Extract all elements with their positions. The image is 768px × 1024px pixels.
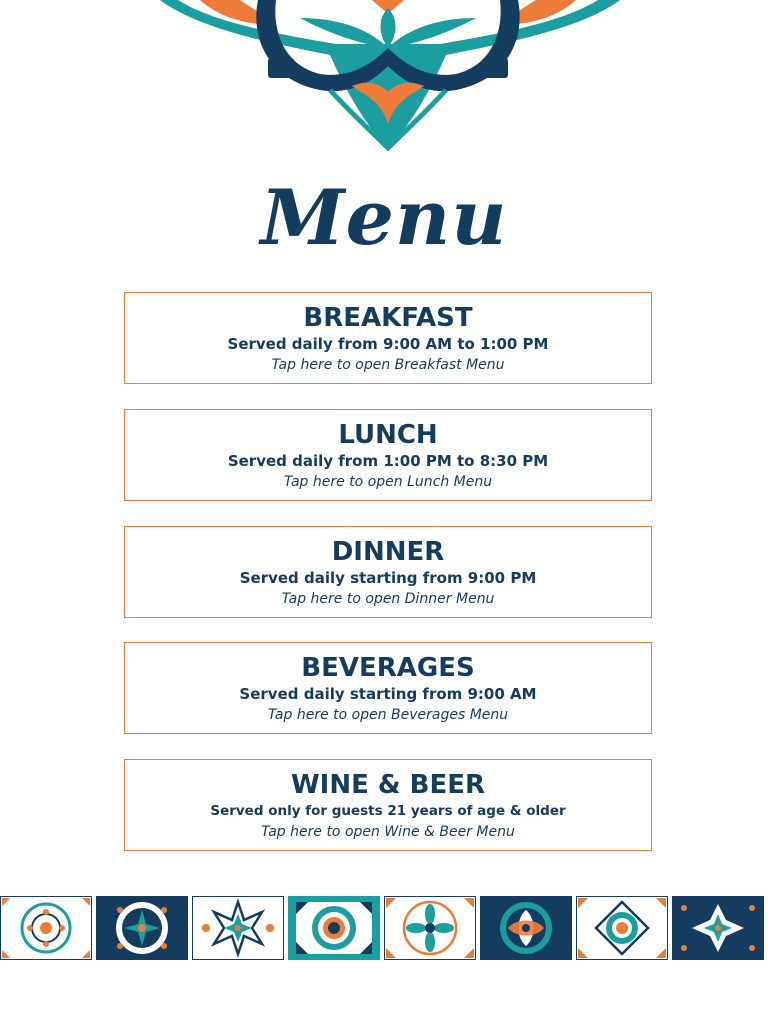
tile-light-star-icon <box>192 896 284 960</box>
card-hours: Served daily from 9:00 AM to 1:00 PM <box>227 335 549 353</box>
card-title: DINNER <box>331 537 445 567</box>
page-title: Menu <box>260 173 508 262</box>
card-open-link[interactable]: Tap here to open Breakfast Menu <box>271 357 505 373</box>
top-ornament-icon <box>0 0 768 160</box>
menu-card-lunch[interactable] <box>124 409 652 501</box>
card-hours: Served daily from 1:00 PM to 8:30 PM <box>227 452 549 470</box>
card-hours: Served daily starting from 9:00 AM <box>239 685 537 703</box>
menu-card-wine-beer[interactable] <box>124 759 652 851</box>
tile-navy-rosette-icon <box>480 896 572 960</box>
menu-card-breakfast[interactable] <box>124 292 652 384</box>
card-open-link[interactable]: Tap here to open Lunch Menu <box>283 474 493 490</box>
card-title: BREAKFAST <box>303 303 473 333</box>
card-hours: Served only for guests 21 years of age & older <box>210 803 566 819</box>
tile-navy-flower-icon <box>672 896 764 960</box>
card-title: WINE & BEER <box>290 770 485 800</box>
tile-light-flower-icon <box>384 896 476 960</box>
card-open-link[interactable]: Tap here to open Dinner Menu <box>281 591 495 607</box>
tile-light-rosette-icon <box>0 896 92 960</box>
card-open-link[interactable]: Tap here to open Beverages Menu <box>267 707 509 723</box>
tile-strip <box>0 896 768 960</box>
card-hours: Served daily starting from 9:00 PM <box>239 569 537 587</box>
tile-navy-star-icon <box>96 896 188 960</box>
card-title: BEVERAGES <box>301 653 475 683</box>
menu-card-dinner[interactable] <box>124 526 652 618</box>
menu-card-beverages[interactable] <box>124 642 652 734</box>
tile-light-mandala-icon <box>576 896 668 960</box>
tile-teal-mandala-icon <box>288 896 380 960</box>
card-open-link[interactable]: Tap here to open Wine & Beer Menu <box>261 824 515 840</box>
card-title: LUNCH <box>338 420 438 450</box>
